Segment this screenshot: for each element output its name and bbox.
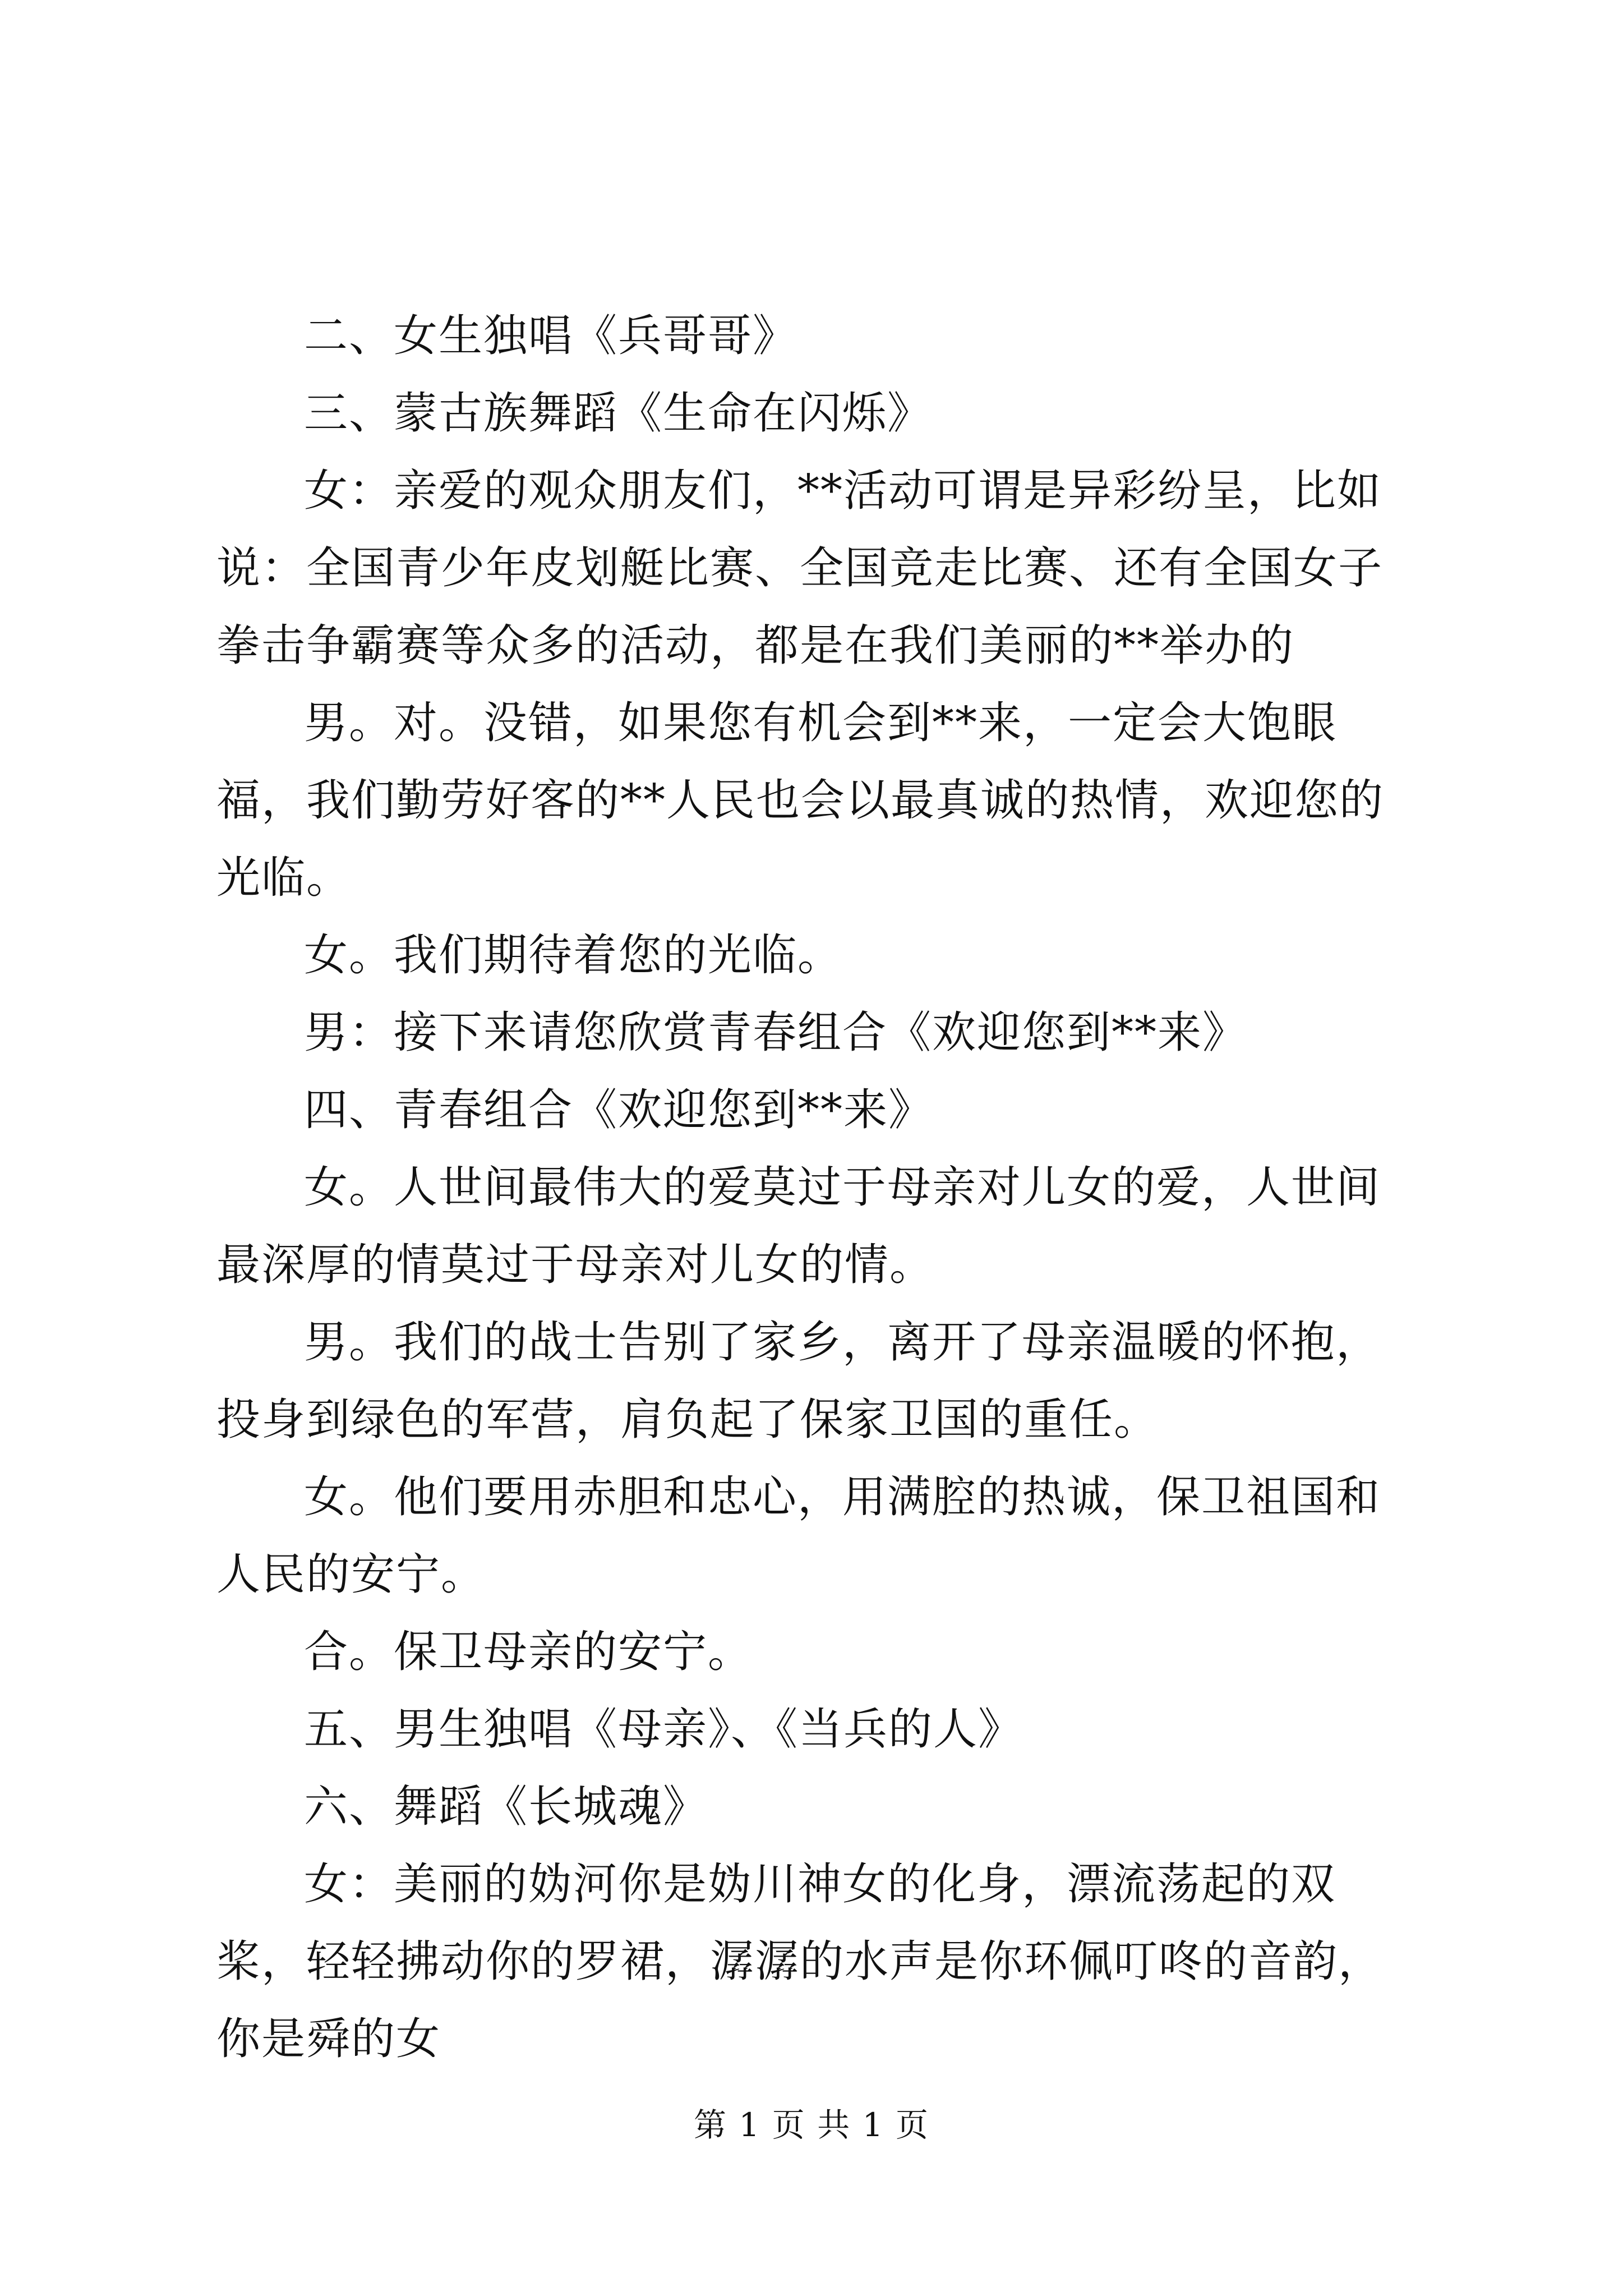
paragraph-female-host-3: 女。人世间最伟大的爱莫过于母亲对儿女的爱，人世间最深厚的情莫过于母亲对儿女的情。 <box>216 1162 1381 1290</box>
document-body <box>216 297 1422 2078</box>
paragraph-program-6: 六、舞蹈《长城魂》 <box>304 1782 708 1832</box>
paragraph-female-host-5: 女：美丽的妫河你是妫川神女的化身，漂流荡起的双桨，轻轻拂动你的罗裙，潺潺的水声是你环佩叮咚的音韵，你是舜的女 <box>216 1859 1384 2064</box>
paragraph-female-host-4: 女。他们要用赤胆和忠心，用满腔的热诚，保卫祖国和人民的安宁。 <box>216 1472 1381 1600</box>
paragraph-program-5: 五、男生独唱《母亲》、《当兵的人》 <box>304 1704 1023 1755</box>
paragraph-female-host-1: 女：亲爱的观众朋友们，**活动可谓是异彩纷呈，比如说：全国青少年皮划艇比赛、全国竞走比赛、还有全国女子拳击争霸赛等众多的活动，都是在我们美丽的**举办的 <box>216 466 1384 671</box>
paragraph-female-host-2: 女。我们期待着您的光临。 <box>304 930 843 981</box>
paragraph-male-host-1: 男。对。没错，如果您有机会到**来，一定会大饱眼福，我们勤劳好客的**人民也会以最真诚的热情，欢迎您的光临。 <box>216 698 1385 903</box>
paragraph-male-host-3: 男。我们的战士告别了家乡，离开了母亲温暖的怀抱，投身到绿色的军营，肩负起了保家卫国的重任。 <box>216 1317 1381 1445</box>
page-number-footer: 第 1 页 共 1 页 <box>694 2106 929 2144</box>
paragraph-together: 合。保卫母亲的安宁。 <box>304 1627 753 1677</box>
paragraph-program-2: 二、女生独唱《兵哥哥》 <box>304 311 798 361</box>
paragraph-male-host-2: 男：接下来请您欣赏青春组合《欢迎您到**来》 <box>304 1007 1248 1058</box>
paragraph-program-3: 三、蒙古族舞蹈《生命在闪烁》 <box>304 388 933 439</box>
paragraph-program-4: 四、青春组合《欢迎您到**来》 <box>304 1085 934 1135</box>
